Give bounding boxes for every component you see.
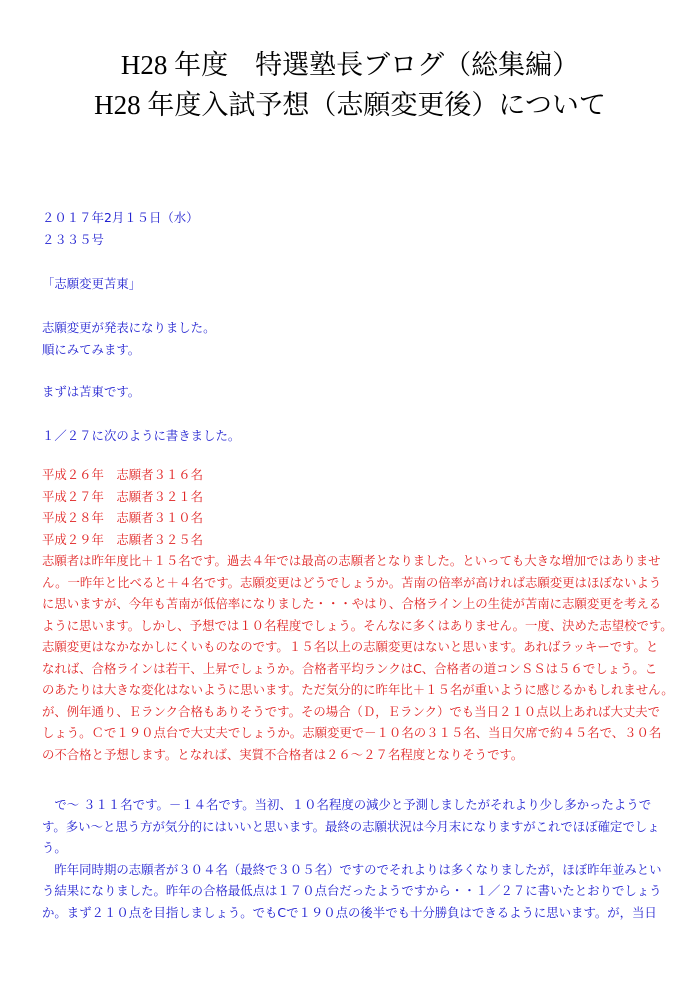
stats-line: 平成２８年 志願者３１０名 [42,510,204,525]
quote-line: ん。一昨年と比べると＋４名です。志願変更はどうでしょうか。苫南の倍率が高ければ志願変更はほぼないよう [42,574,662,590]
reference-paragraph [42,425,682,447]
quote-line: ように思います。しかし、予想では１０名程度でしょう。そんなに多くはありません。一度、決めた志望校です。 [42,617,673,633]
update-line: か。まず２１０点を目指しましょう。でもCで１９０点の後半でも十分勝負はできるように思います。が，当日 [42,904,657,920]
quote-line: が、例年通り、Ｅランク合格もありそうです。その場合（Ｄ，Ｅランク）でも当日２１０点以上あれば大丈夫で [42,703,661,719]
stats-line: 平成２７年 志願者３２１名 [42,488,204,504]
section-heading [42,273,682,295]
intro-line: 志願変更が発表になりました。 [42,320,216,335]
update-line: 昨年同時期の志願者が３０４名（最終で３０５名）ですのでそれよりは多くなりましたが，ほぼ昨年並みとい [42,861,662,877]
quote-line: のあたりは大きな変化はないように思います。ただ気分的に昨年比＋１５名が重いように感じるかもしれません。 [42,682,674,697]
title-line-2: H28 年度入試予想（志願変更後）について [94,90,606,120]
quote-line: の不合格と予想します。となれば、実質不合格者は２６～２７名程度となりそうです。 [42,746,524,762]
quote-line: なれば、合格ラインは若干、上昇でしょうか。合格者平均ランクはC、合格者の道コンＳＳは５６でしょう。こ [42,660,658,676]
quote-line: に思いますが、今年も苫南が低倍率になりました・・・やはり、合格ライン上の生徒が苫南に志願変更を考える [42,596,662,611]
lead-line: まずは苫東です。 [42,384,141,399]
update-line: う。 [42,840,67,855]
quoted-forecast [42,464,682,765]
stats-line: 平成２６年 志願者３１６名 [42,467,204,482]
update-line: す。多い～と思う方が気分的にはいいと思います。最終の志願状況は今月末になりますがこれでほぼ確定でしょ [42,818,660,834]
quote-line: しょう。Ｃで１９０点台で大丈夫でしょうか。志願変更で－１０名の３１５名、当日欠席で約４５名で、３０名 [42,725,662,740]
title-line-1: H28 年度 特選塾長ブログ（総集編） [120,50,580,80]
post-date: ２０１７年2月１５日（水） [42,210,199,225]
lead-paragraph [42,381,682,403]
post-meta [42,207,682,250]
intro-line: 順にみてみます。 [42,341,141,357]
quote-line: 志願者は昨年度比＋１５名です。過去４年では最高の志願者となりました。といっても大きな増加ではありませ [42,553,661,568]
quote-line: 志願変更はなかなかしにくいものなのです。１５名以上の志願変更はないと思います。あればラッキーです。と [42,639,659,654]
stats-line: 平成２９年 志願者３２５名 [42,531,204,547]
reference-line: １／２７に次のように書きました。 [42,428,241,443]
section-heading-text: 「志願変更苫東」 [42,276,142,291]
issue-number: ２３３５号 [42,231,104,247]
update-line: う結果になりました。昨年の合格最低点は１７０点台だったようですから・・１／２７に書いたとおりでしょう [42,883,662,898]
update-paragraph [42,794,682,923]
update-line: で～ ３１１名です。－１４名です。当初、１０名程度の減少と予測しましたがそれより少し多かったようで [42,797,652,812]
page-title [0,45,700,125]
intro-paragraph [42,317,682,360]
